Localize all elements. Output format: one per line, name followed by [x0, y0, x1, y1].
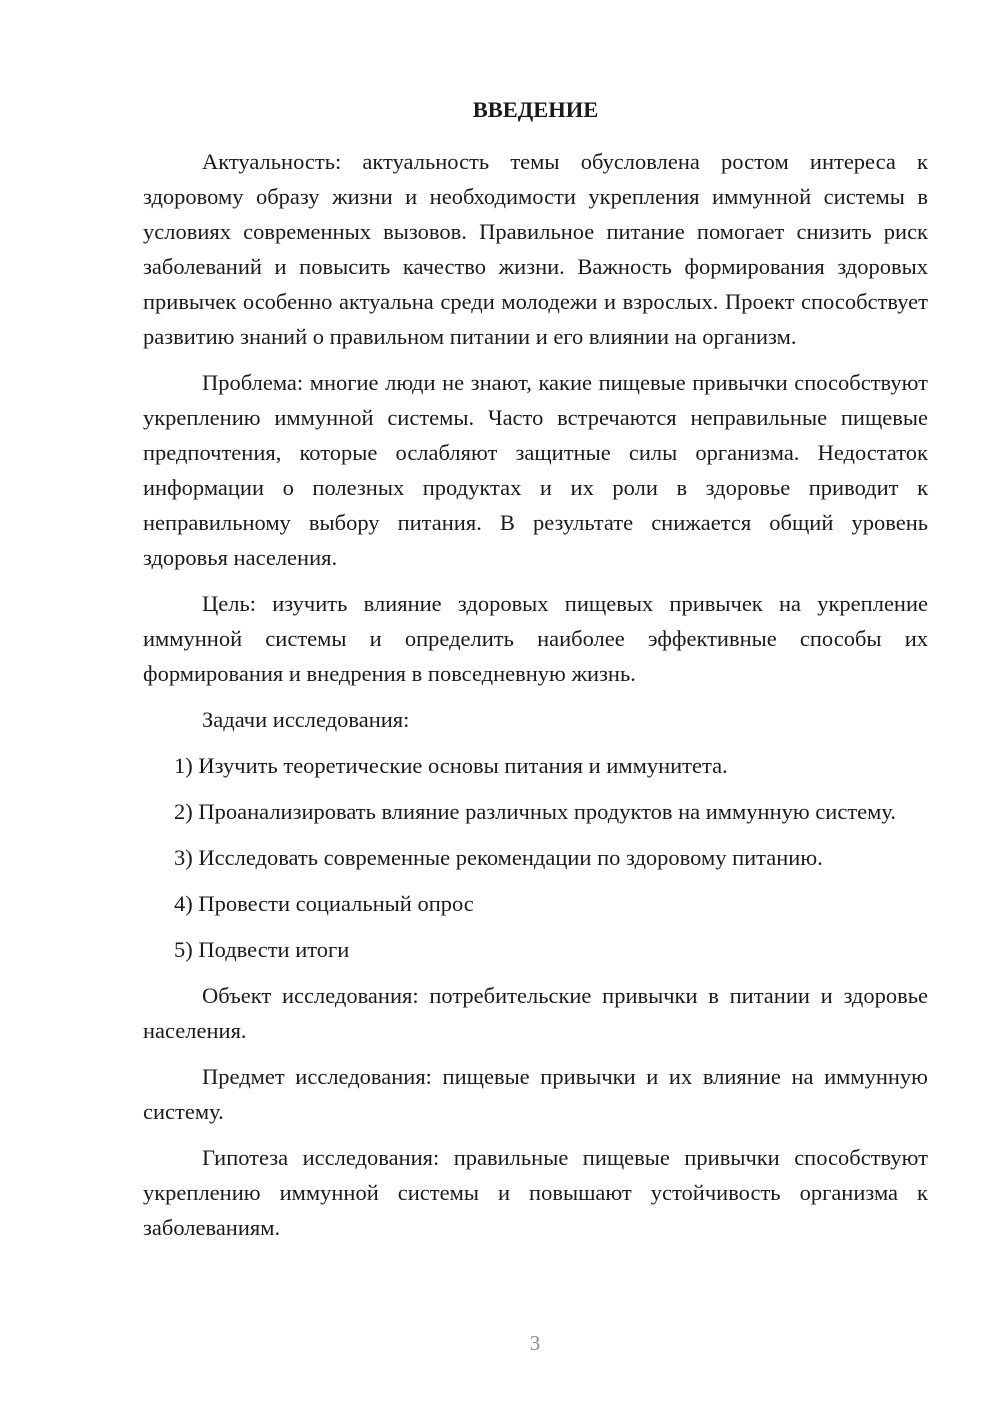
relevance-paragraph: Актуальность: актуальность темы обусловлена ростом интереса к здоровому образу жизни и необходимости укрепления иммунной системы в условиях современных вызовов. Правильное питание помогает снизить риск заболеваний и повысить качество жизни. Важность формирования здоровых привычек особенно актуальна среди молодежи и взрослых. Проект способствует развитию знаний о правильном питании и его влиянии на организм. [143, 149, 928, 349]
task-item: 4) Провести социальный опрос [174, 891, 474, 916]
hypothesis-paragraph: Гипотеза исследования: правильные пищевые привычки способствуют укреплению иммунной системы и повышают устойчивость организма к заболеваниям. [143, 1145, 928, 1240]
task-item: 5) Подвести итоги [174, 937, 350, 962]
document-page [143, 92, 928, 1256]
page-title: ВВЕДЕНИЕ [472, 97, 599, 122]
task-item: 1) Изучить теоретические основы питания и иммунитета. [174, 753, 728, 778]
page-number: 3 [529, 1331, 541, 1355]
object-paragraph: Объект исследования: потребительские привычки в питании и здоровье населения. [143, 983, 928, 1043]
problem-paragraph: Проблема: многие люди не знают, какие пищевые привычки способствуют укреплению иммунной системы. Часто встречаются неправильные пищевые предпочтения, которые ослабляют защитные силы организма. Недостаток информации о полезных продуктах и их роли в здоровье приводит к неправильному выбору питания. В результате снижается общий уровень здоровья населения. [143, 370, 928, 570]
task-item: 3) Исследовать современные рекомендации по здоровому питанию. [174, 845, 823, 870]
task-item: 2) Проанализировать влияние различных продуктов на иммунную систему. [174, 799, 896, 824]
tasks-heading: Задачи исследования: [202, 707, 410, 732]
goal-paragraph: Цель: изучить влияние здоровых пищевых привычек на укрепление иммунной системы и определить наиболее эффективные способы их формирования и внедрения в повседневную жизнь. [143, 591, 928, 686]
subject-paragraph: Предмет исследования: пищевые привычки и их влияние на иммунную систему. [143, 1064, 928, 1124]
